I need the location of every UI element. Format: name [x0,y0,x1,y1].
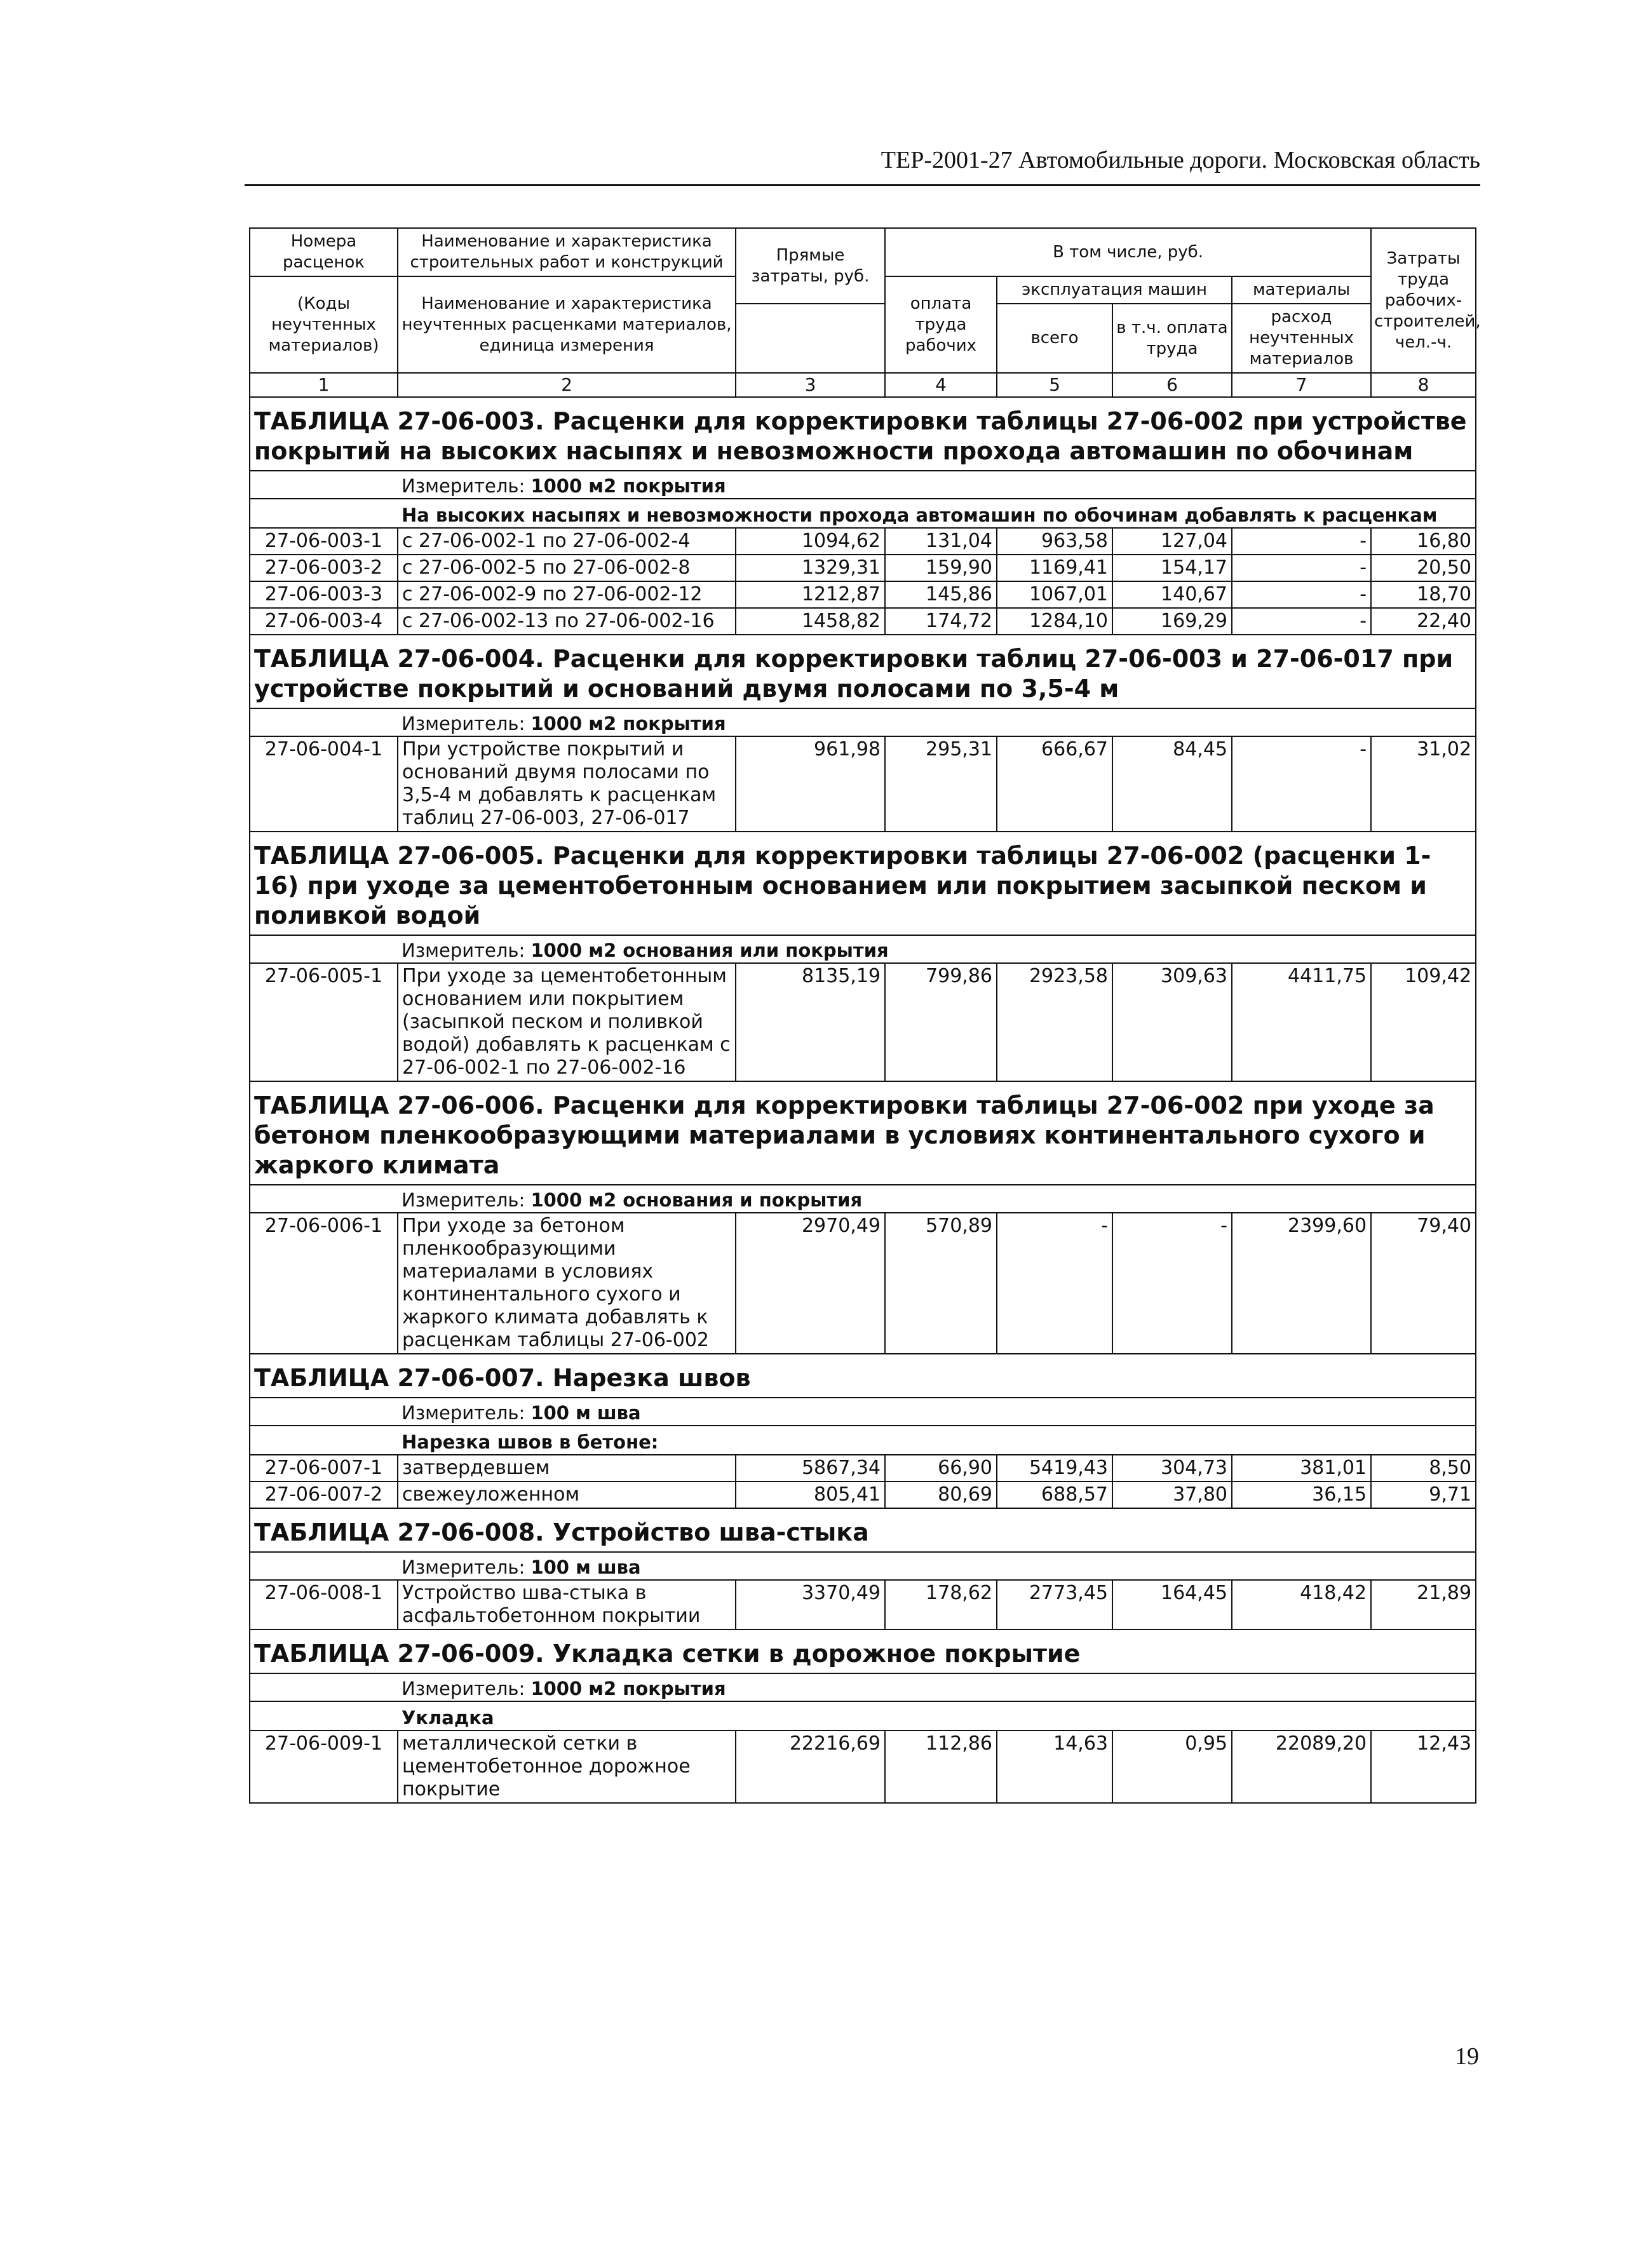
machine-wages-value: 309,63 [1112,963,1232,1081]
machine-wages-value: 304,73 [1112,1455,1232,1482]
measure-label: Измеритель: [402,1678,525,1699]
machines-total-value: 688,57 [997,1482,1112,1508]
table-title: ТАБЛИЦА 27-06-006. Расценки для корректировки таблицы 27-06-002 при уходе за бетоном пленкообразующими материалами в условиях континентального сухого и жаркого климата [250,1081,1476,1185]
measure-label: Измеритель: [402,940,525,961]
material-usage-value: - [1232,528,1371,555]
rate-code: 27-06-007-1 [250,1455,398,1482]
table-row [250,963,1476,1081]
table-row [250,1482,1476,1508]
machine-wages-value: 37,80 [1112,1482,1232,1508]
rate-name: Устройство шва-стыка в асфальтобетонном покрытии [398,1580,736,1630]
worker-wages-value: 159,90 [885,555,997,581]
rate-code: 27-06-005-1 [250,963,398,1081]
measure-spacer [250,708,398,736]
rate-name: металлической сетки в цементобетонное дорожное покрытие [398,1731,736,1803]
col-labor-hours-header: Затраты труда рабочих-строителей, чел.-ч. [1371,228,1476,373]
direct-costs-value: 22216,69 [736,1731,885,1803]
table-row [250,528,1476,555]
labor-hours-value: 22,40 [1371,608,1476,635]
table-row [250,1213,1476,1354]
labor-hours-value: 31,02 [1371,736,1476,832]
measure-value: 100 м шва [530,1402,641,1424]
direct-costs-value: 1212,87 [736,581,885,608]
machine-wages-value: 0,95 [1112,1731,1232,1803]
measure-spacer [250,1398,398,1426]
machines-total-value: 1067,01 [997,581,1112,608]
worker-wages-value: 178,62 [885,1580,997,1630]
labor-hours-value: 16,80 [1371,528,1476,555]
col-name-header: Наименование и характеристика строительных работ и конструкций [398,228,736,276]
rate-name: свежеуложенном [398,1482,736,1508]
rate-code: 27-06-006-1 [250,1213,398,1354]
direct-costs-value: 1094,62 [736,528,885,555]
running-title: ТЕР-2001-27 Автомобильные дороги. Московская область [881,147,1480,173]
material-usage-value: - [1232,736,1371,832]
header-rule [245,184,1480,186]
measure-label: Измеритель: [402,1556,525,1578]
measure-spacer [250,935,398,963]
machines-total-value: 2773,45 [997,1580,1112,1630]
col-number: 5 [997,373,1112,397]
worker-wages-value: 80,69 [885,1482,997,1508]
col-number: 8 [1371,373,1476,397]
table-title: ТАБЛИЦА 27-06-005. Расценки для корректировки таблицы 27-06-002 (расценки 1-16) при уходе за цементобетонным основанием или покрытием засыпкой песком и поливкой водой [250,832,1476,935]
table-title: ТАБЛИЦА 27-06-003. Расценки для корректировки таблицы 27-06-002 при устройстве покрытий на высоких насыпях и невозможности прохода автомашин по обочинам [250,397,1476,471]
measure-spacer [250,471,398,499]
col-name-subheader: Наименование и характеристика неучтенных расценками материалов, единица измерения [398,276,736,373]
rate-code: 27-06-003-3 [250,581,398,608]
col-number: 2 [398,373,736,397]
measure-value: 1000 м2 основания и покрытия [530,1189,863,1211]
machine-wages-value: 154,17 [1112,555,1232,581]
col-code-header: Номера расценок [250,228,398,276]
worker-wages-value: 112,86 [885,1731,997,1803]
machines-total-value: 1169,41 [997,555,1112,581]
subheading-spacer [250,1701,398,1731]
col-number: 1 [250,373,398,397]
measure-label: Измеритель: [402,475,525,497]
machines-total-value: 5419,43 [997,1455,1112,1482]
machines-total-value: 2923,58 [997,963,1112,1081]
rate-code: 27-06-003-2 [250,555,398,581]
worker-wages-value: 570,89 [885,1213,997,1354]
measure-label: Измеритель: [402,1402,525,1424]
machines-total-value: 1284,10 [997,608,1112,635]
page-number: 19 [1455,2043,1479,2070]
table-subheading: Укладка [398,1701,1476,1731]
worker-wages-value: 131,04 [885,528,997,555]
material-usage-value: - [1232,608,1371,635]
worker-wages-value: 145,86 [885,581,997,608]
direct-costs-value: 5867,34 [736,1455,885,1482]
measure-line [398,935,1476,963]
measure-value: 1000 м2 покрытия [530,1678,726,1699]
direct-costs-value: 961,98 [736,736,885,832]
direct-costs-value: 2970,49 [736,1213,885,1354]
rate-name: с 27-06-002-5 по 27-06-002-8 [398,555,736,581]
table-row [250,736,1476,832]
material-usage-value: 2399,60 [1232,1213,1371,1354]
machines-total-value: 666,67 [997,736,1112,832]
col-direct-costs-spacer [736,304,885,373]
material-usage-value: - [1232,581,1371,608]
table-row [250,581,1476,608]
table-row [250,608,1476,635]
price-table [249,227,1481,1804]
measure-line [398,1185,1476,1213]
measure-spacer [250,1552,398,1580]
col-materials-header: материалы [1232,276,1371,304]
table-title: ТАБЛИЦА 27-06-007. Нарезка швов [250,1354,1476,1398]
measure-line [398,708,1476,736]
subheading-spacer [250,499,398,528]
measure-value: 1000 м2 основания или покрытия [530,940,889,961]
labor-hours-value: 18,70 [1371,581,1476,608]
direct-costs-value: 3370,49 [736,1580,885,1630]
worker-wages-value: 799,86 [885,963,997,1081]
measure-line [398,1552,1476,1580]
labor-hours-value: 21,89 [1371,1580,1476,1630]
subheading-spacer [250,1426,398,1455]
table-subheading: Нарезка швов в бетоне: [398,1426,1476,1455]
worker-wages-value: 295,31 [885,736,997,832]
machines-total-value: 963,58 [997,528,1112,555]
material-usage-value: 4411,75 [1232,963,1371,1081]
table-title: ТАБЛИЦА 27-06-008. Устройство шва-стыка [250,1508,1476,1552]
measure-line [398,1673,1476,1701]
table-row [250,1731,1476,1803]
table-row [250,1580,1476,1630]
measure-value: 100 м шва [530,1556,641,1578]
table-subheading: На высоких насыпях и невозможности прохода автомашин по обочинам добавлять к расценкам [398,499,1476,528]
direct-costs-value: 1329,31 [736,555,885,581]
col-wages-header: оплата труда рабочих [885,276,997,373]
rate-code: 27-06-003-1 [250,528,398,555]
rate-name: При уходе за бетоном пленкообразующими материалами в условиях континентального сухого и жаркого климата добавлять к расценкам таблицы 27-06-002 [398,1213,736,1354]
machine-wages-value: - [1112,1213,1232,1354]
col-including-header: В том числе, руб. [885,228,1371,276]
col-machine-wages-header: в т.ч. оплата труда [1112,304,1232,373]
material-usage-value: 381,01 [1232,1455,1371,1482]
direct-costs-value: 8135,19 [736,963,885,1081]
machines-total-value: 14,63 [997,1731,1112,1803]
col-number: 6 [1112,373,1232,397]
measure-spacer [250,1185,398,1213]
rate-code: 27-06-007-2 [250,1482,398,1508]
measure-line [398,471,1476,499]
direct-costs-value: 805,41 [736,1482,885,1508]
table-row [250,555,1476,581]
material-usage-value: 418,42 [1232,1580,1371,1630]
col-number: 4 [885,373,997,397]
rate-code: 27-06-004-1 [250,736,398,832]
measure-value: 1000 м2 покрытия [530,475,726,497]
col-material-usage-header: расход неучтенных материалов [1232,304,1371,373]
rate-name: с 27-06-002-9 по 27-06-002-12 [398,581,736,608]
material-usage-value: - [1232,555,1371,581]
machine-wages-value: 127,04 [1112,528,1232,555]
measure-label: Измеритель: [402,1189,525,1211]
rate-name: При устройстве покрытий и оснований двумя полосами по 3,5-4 м добавлять к расценкам таблиц 27-06-003, 27-06-017 [398,736,736,832]
measure-value: 1000 м2 покрытия [530,713,726,734]
rate-code: 27-06-009-1 [250,1731,398,1803]
labor-hours-value: 12,43 [1371,1731,1476,1803]
rate-name: затвердевшем [398,1455,736,1482]
labor-hours-value: 8,50 [1371,1455,1476,1482]
rate-name: При уходе за цементобетонным основанием или покрытием (засыпкой песком и поливкой водой) добавлять к расценкам с 27-06-002-1 по 27-06-002-16 [398,963,736,1081]
measure-spacer [250,1673,398,1701]
table-title: ТАБЛИЦА 27-06-004. Расценки для корректировки таблиц 27-06-003 и 27-06-017 при устройстве покрытий и оснований двумя полосами по 3,5-4 м [250,635,1476,708]
measure-line [398,1398,1476,1426]
table-title: ТАБЛИЦА 27-06-009. Укладка сетки в дорожное покрытие [250,1630,1476,1673]
col-machines-total-header: всего [997,304,1112,373]
rate-name: с 27-06-002-13 по 27-06-002-16 [398,608,736,635]
table-row [250,1455,1476,1482]
worker-wages-value: 174,72 [885,608,997,635]
col-code-subheader: (Коды неучтенных материалов) [250,276,398,373]
machine-wages-value: 84,45 [1112,736,1232,832]
col-direct-costs-header: Прямые затраты, руб. [736,228,885,304]
rate-code: 27-06-003-4 [250,608,398,635]
rate-code: 27-06-008-1 [250,1580,398,1630]
machines-total-value: - [997,1213,1112,1354]
measure-label: Измеритель: [402,713,525,734]
material-usage-value: 36,15 [1232,1482,1371,1508]
rate-name: с 27-06-002-1 по 27-06-002-4 [398,528,736,555]
direct-costs-value: 1458,82 [736,608,885,635]
machine-wages-value: 140,67 [1112,581,1232,608]
machine-wages-value: 169,29 [1112,608,1232,635]
labor-hours-value: 9,71 [1371,1482,1476,1508]
material-usage-value: 22089,20 [1232,1731,1371,1803]
col-machines-header: эксплуатация машин [997,276,1232,304]
col-number: 7 [1232,373,1371,397]
machine-wages-value: 164,45 [1112,1580,1232,1630]
worker-wages-value: 66,90 [885,1455,997,1482]
col-number: 3 [736,373,885,397]
labor-hours-value: 79,40 [1371,1213,1476,1354]
labor-hours-value: 20,50 [1371,555,1476,581]
labor-hours-value: 109,42 [1371,963,1476,1081]
